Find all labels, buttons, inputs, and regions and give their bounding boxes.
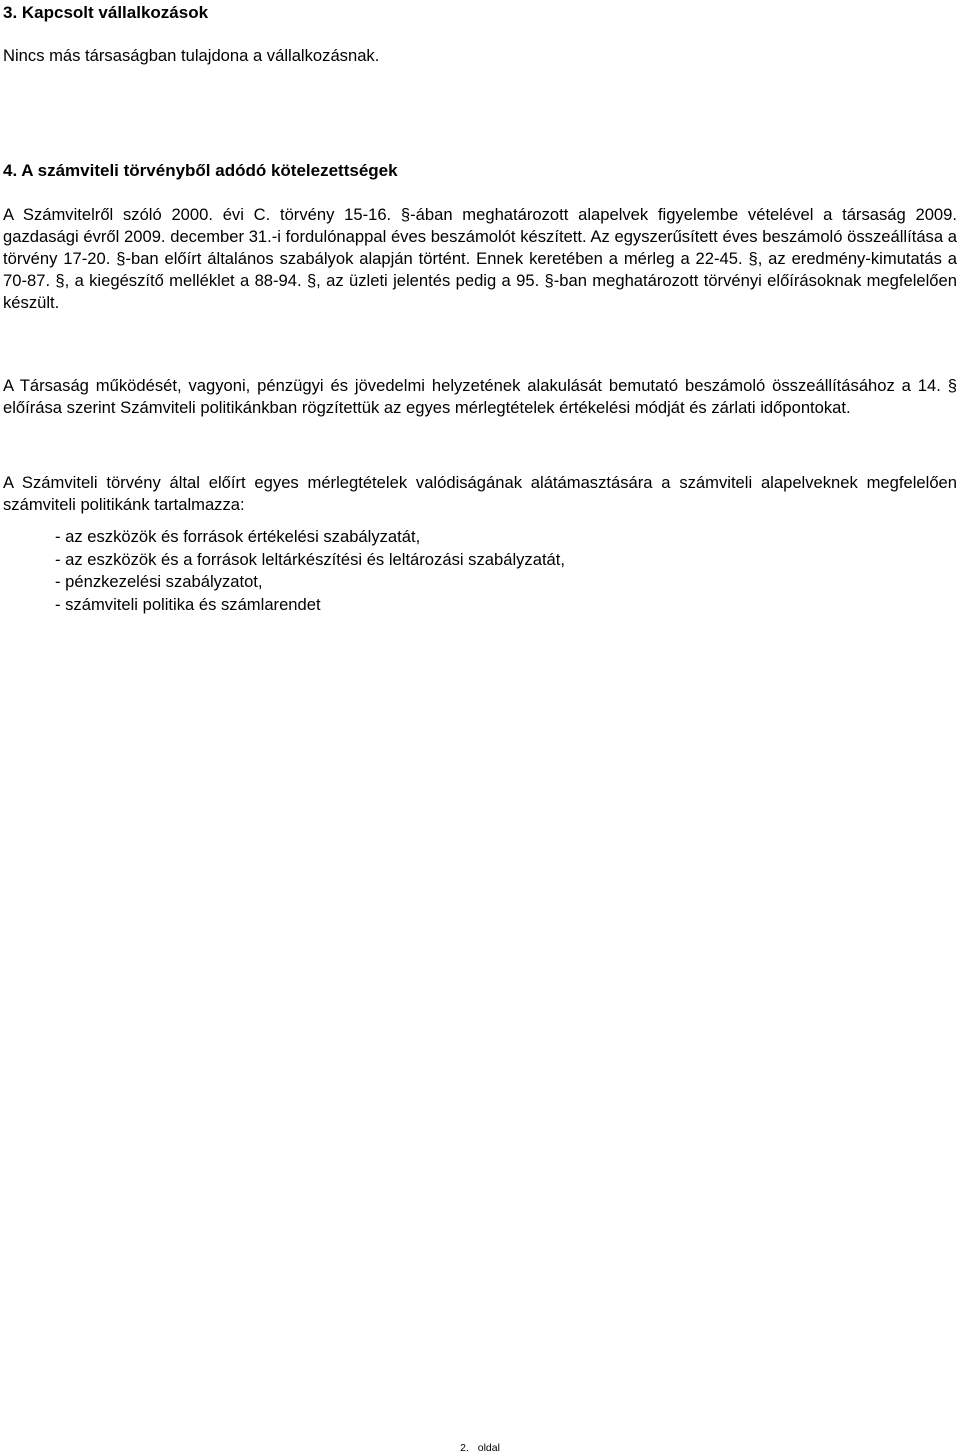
list-item: - pénzkezelési szabályzatot, xyxy=(55,572,263,591)
section-4-paragraph-1: A Számvitelről szóló 2000. évi C. törvény 15-16. §-ában meghatározott alapelvek figyelembe vételével a társaság 2009. gazdasági évről 2009. december 31.-i fordulónappal éves beszámolót készített. Az egyszerűsített éves beszámoló összeállítása a törvény 17-20. §-ban előírt általános szabályok alapján történt. Ennek keretében a mérleg a 22-45. §, az eredmény-kimutatás a 70-87. §, a kiegészítő melléklet a 88-94. §, az üzleti jelentés pedig a 95. §-ban meghatározott törvényi előírásoknak megfelelően készült. xyxy=(3,205,957,312)
section-4-paragraph-3: A Számviteli törvény által előírt egyes mérlegtételek valódiságának alátámasztására a számviteli alapelveknek megfelelően számviteli politikánk tartalmazza: xyxy=(3,473,957,514)
section-3-title: 3. Kapcsolt vállalkozások xyxy=(3,3,209,22)
list-item: - az eszközök és források értékelési szabályzatát, xyxy=(55,527,421,546)
page-number: 2. xyxy=(460,1442,469,1454)
policy-list xyxy=(55,526,565,616)
section-4-title: 4. A számviteli törvényből adódó kötelezettségek xyxy=(3,161,398,180)
section-3-text: Nincs más társaságban tulajdona a vállalkozásnak. xyxy=(3,46,380,65)
section-4-paragraph-2: A Társaság működését, vagyoni, pénzügyi és jövedelmi helyzetének alakulását bemutató beszámoló összeállításához a 14. § előírása szerint Számviteli politikánkban rögzítettük az egyes mérlegtételek értékelési módját és zárlati időpontokat. xyxy=(3,376,957,417)
page-label: oldal xyxy=(477,1442,500,1454)
list-item: - számviteli politika és számlarendet xyxy=(55,594,321,614)
page-footer xyxy=(0,1441,960,1455)
list-item: - az eszközök és a források leltárkészítési és leltározási szabályzatát, xyxy=(55,549,566,569)
